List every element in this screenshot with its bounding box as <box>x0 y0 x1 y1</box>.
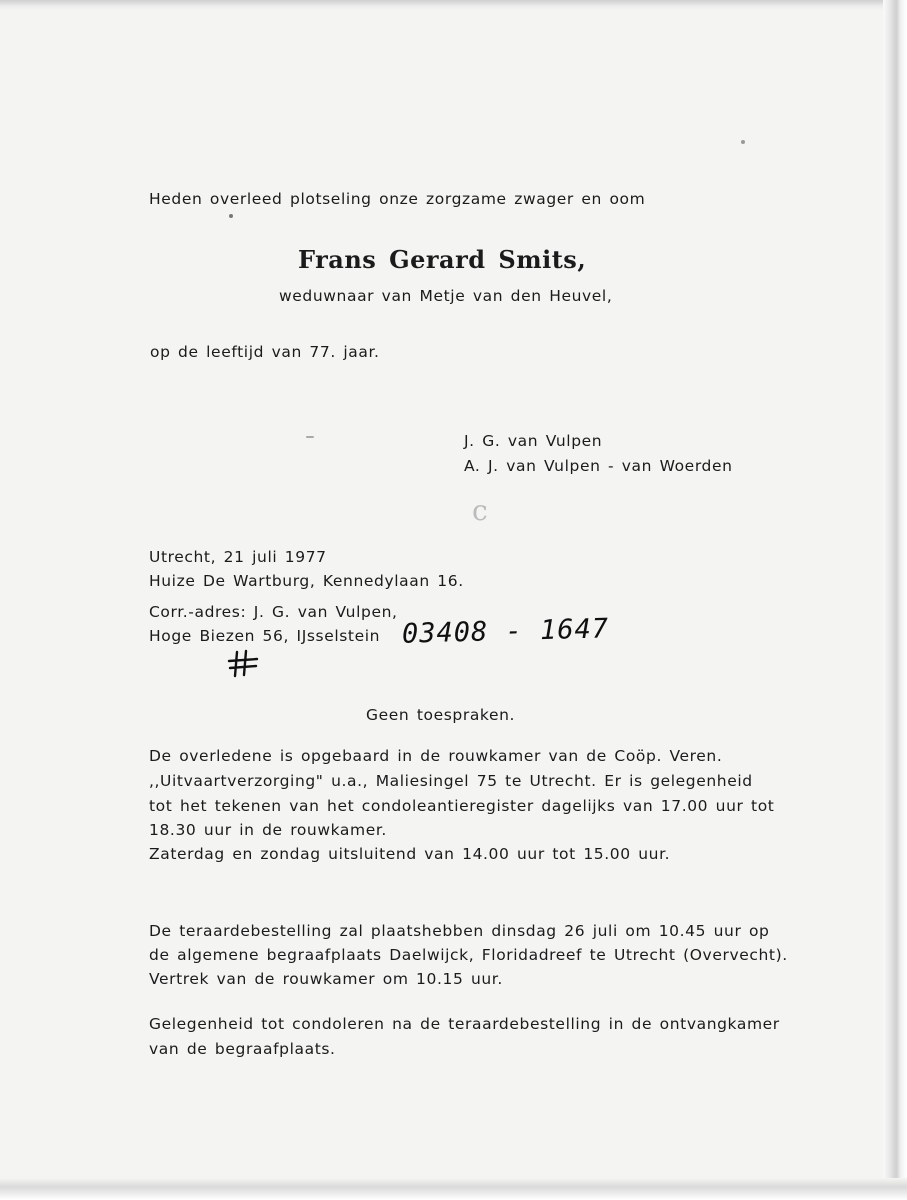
handwritten-reference-number: 03408 - 1647 <box>401 613 610 650</box>
corr-address-line-1: Corr.-adres: J. G. van Vulpen, <box>149 603 398 621</box>
burial-line-3: Vertrek van de rouwkamer om 10.15 uur. <box>149 970 503 988</box>
handwritten-hash-mark <box>227 649 259 679</box>
intro-line: Heden overleed plotseling onze zorgzame zwager en oom <box>149 190 646 208</box>
condolence-line-2: van de begraafplaats. <box>149 1040 336 1058</box>
widower-line: weduwnaar van Metje van den Heuvel, <box>279 287 613 305</box>
scan-top-edge <box>0 0 907 10</box>
corr-address-line-2: Hoge Biezen 56, IJsselstein <box>149 627 381 645</box>
viewing-line-1: De overledene is opgebaard in de rouwkamer van de Coöp. Veren. <box>149 747 723 765</box>
age-line: op de leeftijd van 77. jaar. <box>150 343 380 361</box>
residence: Huize De Wartburg, Kennedylaan 16. <box>149 572 464 590</box>
ink-speck <box>229 214 233 218</box>
ink-speck <box>306 436 314 438</box>
signatory-1: J. G. van Vulpen <box>464 432 603 450</box>
viewing-line-3: tot het tekenen van het condoleantieregister dagelijks van 17.00 uur tot <box>149 797 775 815</box>
scan-bottom-edge <box>0 1178 907 1200</box>
faint-pencil-mark: c <box>472 494 488 527</box>
viewing-line-2: ,,Uitvaartverzorging" u.a., Maliesingel 75 te Utrecht. Er is gelegenheid <box>149 772 753 790</box>
viewing-line-5: Zaterdag en zondag uitsluitend van 14.00 uur tot 15.00 uur. <box>149 845 671 863</box>
deceased-name: Frans Gerard Smits, <box>298 245 587 274</box>
burial-line-1: De teraardebestelling zal plaatshebben dinsdag 26 juli om 10.45 uur op <box>149 922 770 940</box>
viewing-line-4: 18.30 uur in de rouwkamer. <box>149 821 387 839</box>
condolence-line-1: Gelegenheid tot condoleren na de teraardebestelling in de ontvangkamer <box>149 1015 780 1033</box>
scan-right-edge <box>883 0 907 1200</box>
signatory-2: A. J. van Vulpen - van Woerden <box>464 457 733 475</box>
place-date: Utrecht, 21 juli 1977 <box>149 548 327 566</box>
no-speeches-line: Geen toespraken. <box>366 706 516 724</box>
burial-line-2: de algemene begraafplaats Daelwijck, Floridadreef te Utrecht (Overvecht). <box>149 946 788 964</box>
ink-speck <box>741 140 745 144</box>
